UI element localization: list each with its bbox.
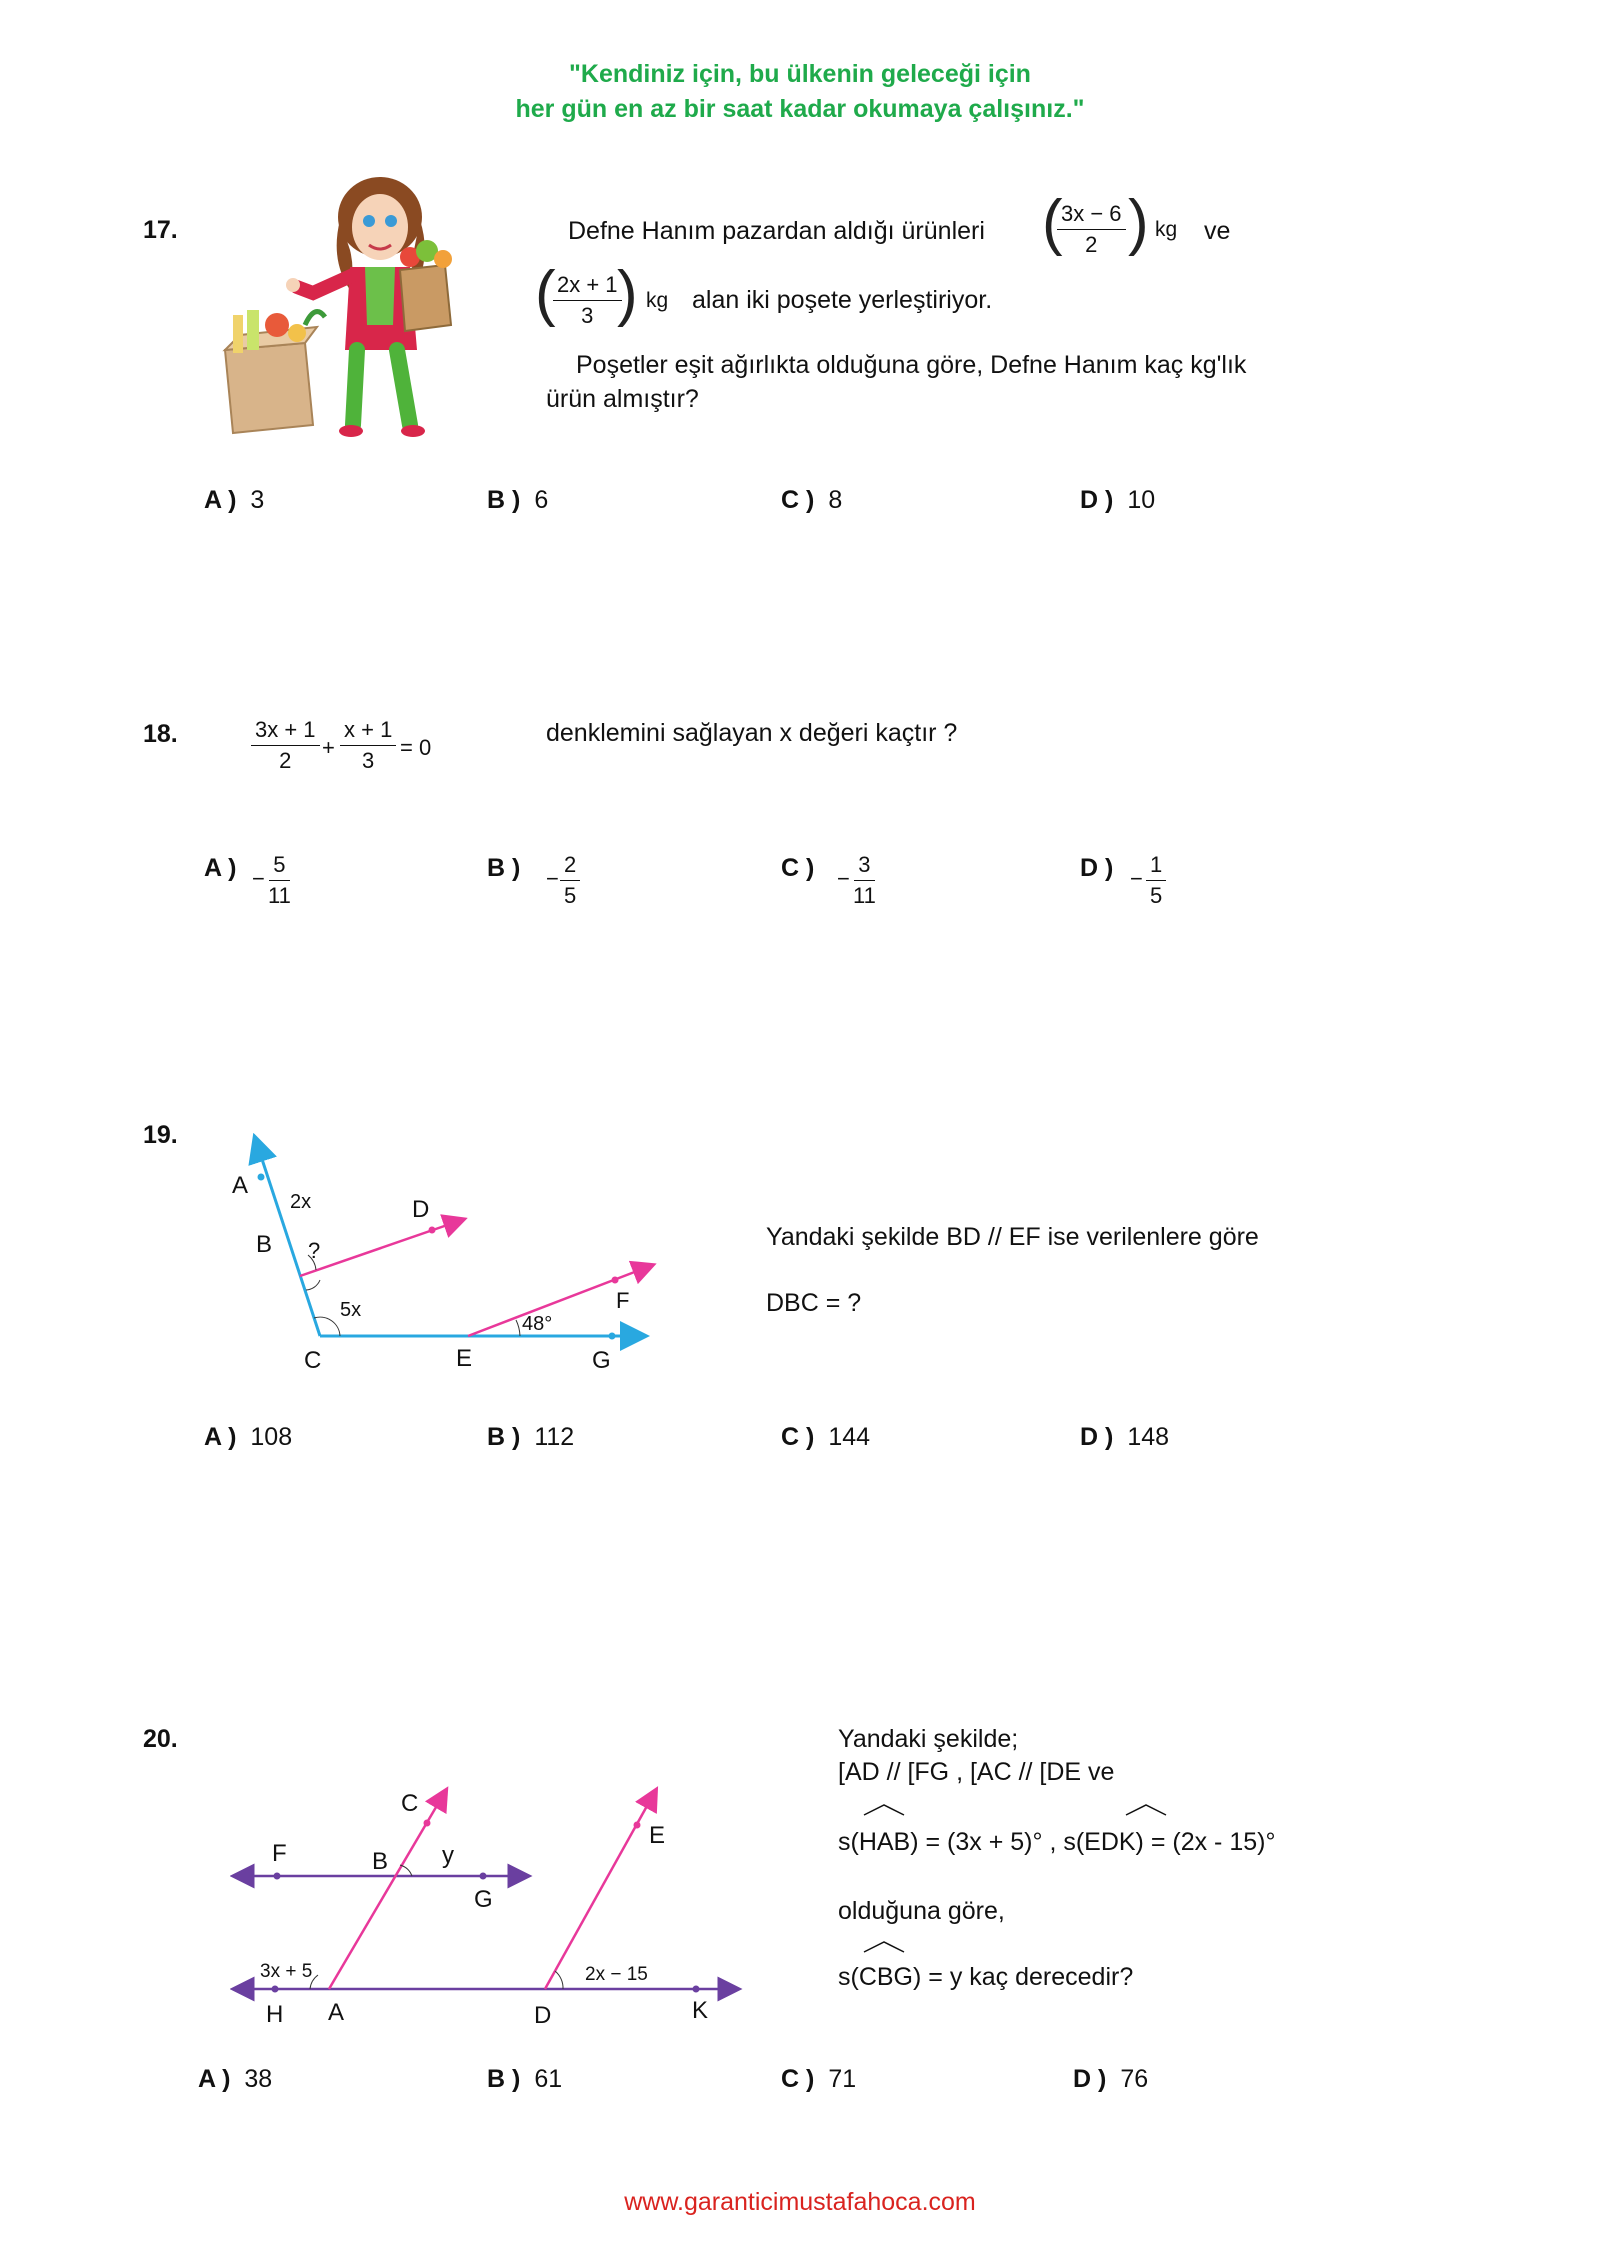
q18-equation-fraction-1 (251, 717, 320, 774)
option-letter: B ) (487, 486, 521, 514)
option-value: 6 (534, 486, 549, 514)
q17-option-d[interactable] (1080, 486, 1155, 515)
q17-option-a[interactable] (204, 486, 264, 515)
q19-label-d: D (412, 1196, 430, 1223)
q20-point-k (693, 1986, 700, 1993)
q17-fraction-2-denominator: 3 (581, 303, 594, 328)
q19-point-d (429, 1227, 436, 1234)
q18-option-b-sign: − (546, 866, 559, 891)
q19-point-g (609, 1333, 616, 1340)
q19-label-g: G (592, 1347, 611, 1374)
q19-angle-figure (220, 1130, 680, 1380)
q20-arc-symbol-hab (862, 1803, 906, 1817)
q19-option-d[interactable] (1080, 1423, 1169, 1452)
q20-text-line3: s(HAB) = (3x + 5)° , s(EDK) = (2x - 15)° (838, 1828, 1276, 1856)
option-letter: C ) (781, 854, 815, 882)
fraction-numerator: 3 (854, 852, 874, 881)
q19-label-e: E (456, 1345, 473, 1372)
q19-option-c[interactable] (781, 1423, 870, 1452)
q18-option-c-fraction (853, 852, 876, 909)
motto-line-2: her gün en az bir saat kadar okumaya çalışınız." (515, 95, 1085, 123)
q19-label-b: B (256, 1231, 273, 1258)
option-letter: C ) (781, 1423, 815, 1451)
q19-option-b[interactable] (487, 1423, 574, 1452)
q18-option-a-fraction (268, 852, 291, 909)
q17-kg-1: kg (1155, 218, 1178, 241)
q18-option-c-sign: − (837, 866, 850, 891)
q20-text-line4: olduğuna göre, (838, 1897, 1005, 1925)
q20-point-e (634, 1822, 641, 1829)
question-number-20: 20. (143, 1725, 178, 1753)
q20-label-d: D (534, 2002, 552, 2029)
q18-text: denklemini sağlayan x değeri kaçtır ? (546, 719, 958, 747)
q18-option-b-fraction (560, 852, 580, 909)
q20-option-c[interactable] (781, 2065, 856, 2094)
q18-f1-denominator: 2 (279, 748, 292, 773)
option-letter: A ) (204, 486, 237, 514)
q20-label-3x5: 3x + 5 (260, 1961, 313, 1982)
option-letter: D ) (1080, 486, 1114, 514)
q20-label-c: C (401, 1790, 419, 1817)
q20-label-k: K (692, 1997, 709, 2024)
q20-text-line1: Yandaki şekilde; (838, 1725, 1019, 1753)
option-value: 8 (828, 486, 843, 514)
q18-equation-fraction-2 (340, 717, 396, 774)
option-value: 144 (828, 1423, 871, 1451)
q20-option-b[interactable] (487, 2065, 562, 2094)
option-value: 38 (244, 2065, 273, 2093)
q20-arc-symbol-edk (1124, 1803, 1168, 1817)
q19-option-a[interactable] (204, 1423, 292, 1452)
q19-label-2x: 2x (290, 1191, 312, 1213)
option-letter: D ) (1080, 854, 1114, 882)
option-value: 108 (250, 1423, 293, 1451)
q17-fraction-1 (1057, 201, 1126, 258)
q20-option-a[interactable] (198, 2065, 272, 2094)
q20-option-d[interactable] (1073, 2065, 1148, 2094)
q19-label-c: C (304, 1347, 322, 1374)
q19-point-f (612, 1277, 619, 1284)
q20-point-h (272, 1986, 279, 1993)
q17-option-b[interactable] (487, 486, 548, 515)
option-letter: B ) (487, 854, 521, 882)
q18-option-d-fraction (1146, 852, 1166, 909)
q17-fraction-1-numerator: 3x − 6 (1057, 201, 1126, 230)
q17-fraction-1-denominator: 2 (1085, 232, 1098, 257)
option-letter: B ) (487, 1423, 521, 1451)
q20-label-b: B (372, 1848, 389, 1875)
q20-point-g (480, 1873, 487, 1880)
q19-label-f: F (616, 1288, 630, 1313)
q18-option-a[interactable] (204, 854, 250, 883)
q20-label-a: A (328, 1999, 345, 2026)
q17-paren-open-1: ( (1042, 188, 1063, 257)
option-letter: A ) (198, 2065, 231, 2093)
option-value: 3 (250, 486, 265, 514)
q17-fraction-2 (553, 272, 622, 329)
q19-point-a (258, 1174, 265, 1181)
q20-label-e: E (649, 1822, 666, 1849)
option-letter: D ) (1080, 1423, 1114, 1451)
shopping-woman-illustration (205, 175, 460, 440)
question-number-18: 18. (143, 720, 178, 748)
option-value: 112 (534, 1423, 575, 1451)
q17-paren-close-1: ) (1128, 188, 1149, 257)
footer-website-link[interactable]: www.garanticimustafahoca.com (624, 2188, 976, 2216)
q17-text-line3: Poşetler eşit ağırlıkta olduğuna göre, Defne Hanım kaç kg'lık (576, 351, 1247, 379)
q17-ve: ve (1204, 217, 1231, 245)
q18-f2-numerator: x + 1 (340, 717, 396, 746)
q18-option-d[interactable] (1080, 854, 1127, 883)
option-letter: D ) (1073, 2065, 1107, 2093)
option-letter: C ) (781, 486, 815, 514)
q17-text-line4: ürün almıştır? (546, 385, 699, 413)
q19-label-48: 48° (522, 1313, 553, 1335)
q17-option-c[interactable] (781, 486, 842, 515)
q20-text-line5: s(CBG) = y kaç derecedir? (838, 1963, 1134, 1991)
option-value: 10 (1127, 486, 1156, 514)
q17-text-line2: alan iki poşete yerleştiriyor. (692, 286, 993, 314)
q20-arc-symbol-cbg (862, 1940, 906, 1954)
q18-f2-denominator: 3 (362, 748, 375, 773)
q17-paren-close-2: ) (617, 259, 638, 328)
q19-text-line1: Yandaki şekilde BD // EF ise verilenlere göre (766, 1223, 1259, 1251)
motto-line-1: "Kendiniz için, bu ülkenin geleceği için (569, 60, 1031, 88)
question-number-17: 17. (143, 216, 178, 244)
q17-fraction-2-numerator: 2x + 1 (553, 272, 622, 301)
q20-arc-edk (555, 1971, 563, 1989)
option-value: 71 (828, 2065, 857, 2093)
fraction-numerator: 1 (1146, 852, 1166, 881)
q19-text-line2: DBC = ? (766, 1289, 862, 1317)
option-value: 148 (1127, 1423, 1170, 1451)
q18-option-d-sign: − (1130, 866, 1143, 891)
option-letter: A ) (204, 1423, 237, 1451)
fraction-numerator: 5 (269, 852, 289, 881)
q18-f1-numerator: 3x + 1 (251, 717, 320, 746)
q19-arc-q (306, 1280, 320, 1290)
fraction-denominator: 5 (564, 883, 577, 908)
q20-text-line2: [AD // [FG , [AC // [DE ve (838, 1758, 1115, 1786)
q20-label-h: H (266, 2001, 284, 2028)
q19-label-5x: 5x (340, 1299, 362, 1321)
q20-label-2x15: 2x − 15 (585, 1964, 648, 1985)
fraction-numerator: 2 (560, 852, 580, 881)
fraction-denominator: 11 (853, 883, 876, 908)
fraction-denominator: 5 (1150, 883, 1163, 908)
q20-label-g: G (474, 1886, 493, 1913)
q20-point-f (274, 1873, 281, 1880)
q18-option-b[interactable] (487, 854, 534, 883)
q19-arc-48 (516, 1320, 520, 1336)
q19-label-question: ? (308, 1238, 321, 1263)
q18-option-c[interactable] (781, 854, 828, 883)
fraction-denominator: 11 (268, 883, 291, 908)
q18-plus: + (322, 735, 335, 760)
option-value: 76 (1120, 2065, 1149, 2093)
q17-paren-open-2: ( (535, 259, 556, 328)
q17-text-line1: Defne Hanım pazardan aldığı ürünleri (568, 217, 985, 245)
q18-equals-zero: = 0 (400, 735, 432, 760)
option-value: 61 (534, 2065, 563, 2093)
q19-label-a: A (232, 1172, 249, 1199)
question-number-19: 19. (143, 1121, 178, 1149)
q20-label-f: F (272, 1840, 287, 1867)
q20-point-c (424, 1820, 431, 1827)
q20-label-y: y (442, 1842, 454, 1869)
option-letter: C ) (781, 2065, 815, 2093)
q20-parallel-lines-figure (230, 1775, 750, 2045)
option-letter: B ) (487, 2065, 521, 2093)
q18-option-a-sign: − (252, 866, 265, 891)
option-letter: A ) (204, 854, 237, 882)
q17-kg-2: kg (646, 289, 669, 312)
